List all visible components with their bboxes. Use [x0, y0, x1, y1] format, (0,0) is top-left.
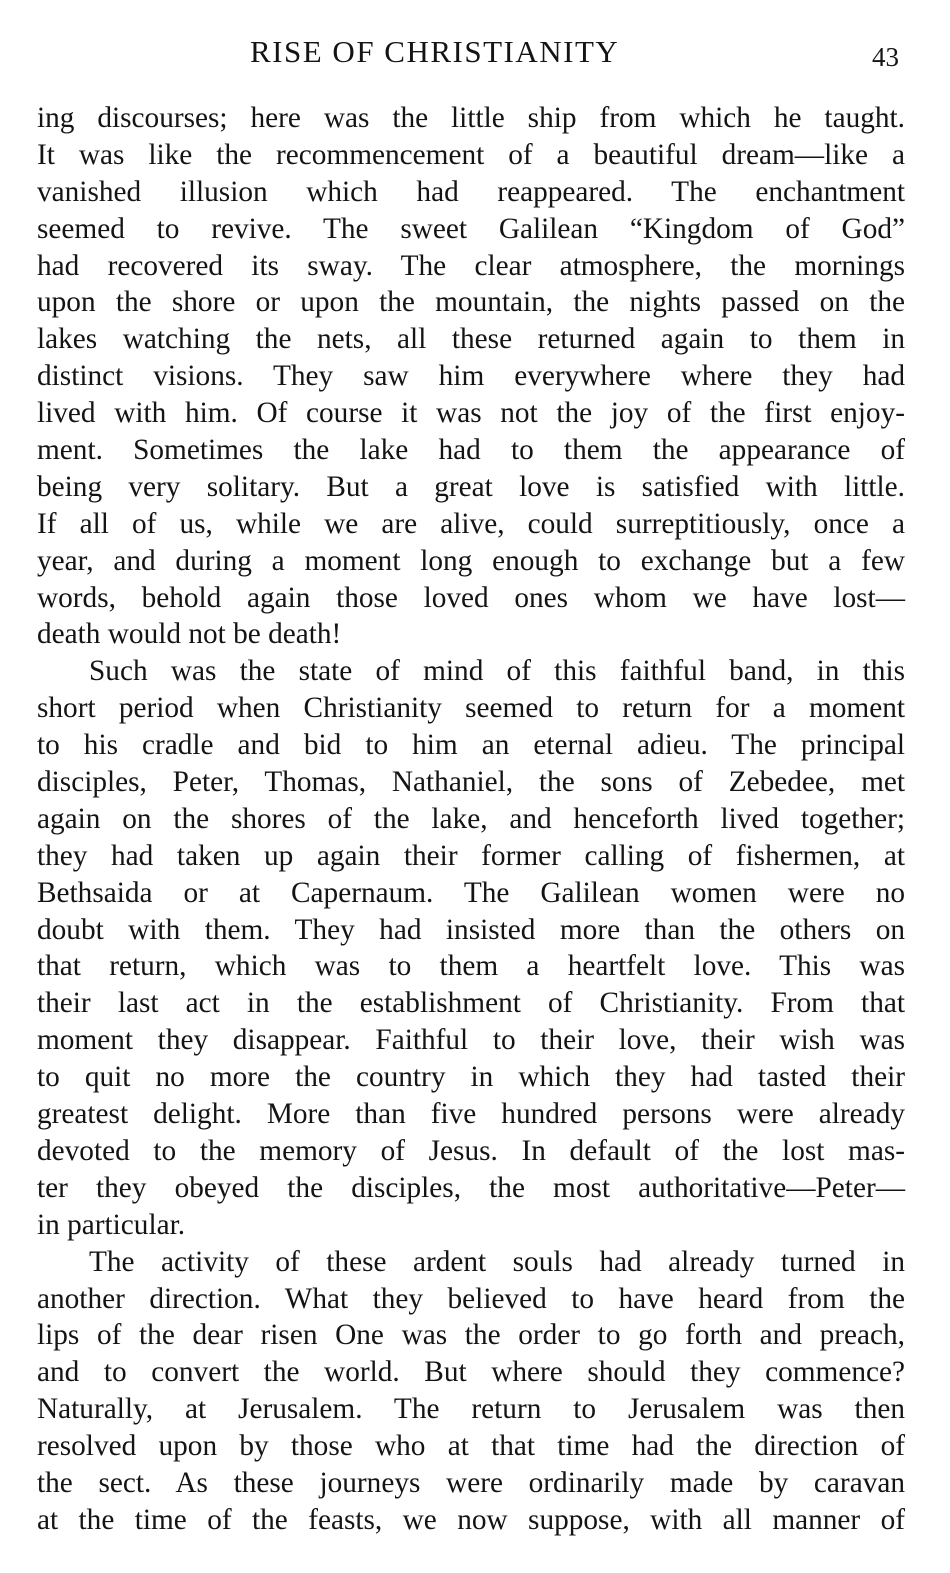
text-line: short period when Christianity seemed to return for a moment — [37, 692, 905, 725]
text-line: upon the shore or upon the mountain, the nights passed on the — [37, 286, 905, 319]
text-line: disciples, Peter, Thomas, Nathaniel, the sons of Zebedee, met — [37, 766, 905, 799]
text-line: at the time of the feasts, we now suppose, with all manner of — [37, 1503, 905, 1536]
text-line: lived with him. Of course it was not the joy of the first enjoy- — [37, 397, 905, 430]
text-line: devoted to the memory of Jesus. In default of the lost mas- — [37, 1134, 905, 1167]
text-line: seemed to revive. The sweet Galilean “Kingdom of God” — [37, 212, 905, 245]
text-line: moment they disappear. Faithful to their love, their wish was — [37, 1024, 905, 1057]
text-line: death would not be death! — [37, 618, 342, 651]
text-line: Naturally, at Jerusalem. The return to Jerusalem was then — [37, 1393, 905, 1426]
body-text — [37, 100, 905, 1539]
text-line: words, behold again those loved ones whom we have lost— — [37, 581, 905, 614]
text-line: ter they obeyed the disciples, the most authoritative—Peter— — [37, 1171, 905, 1204]
text-line: ing discourses; here was the little ship from which he taught. — [37, 102, 905, 134]
running-title: RISE OF CHRISTIANITY — [250, 34, 620, 69]
text-line: year, and during a moment long enough to exchange but a few — [37, 544, 905, 577]
text-line: lips of the dear risen One was the order to go forth and preach, — [37, 1319, 905, 1352]
text-line: that return, which was to them a heartfelt love. This was — [37, 950, 905, 983]
text-line: vanished illusion which had reappeared. The enchantment — [37, 175, 905, 208]
paragraph — [37, 100, 905, 653]
paragraph — [37, 653, 905, 1243]
text-line: the sect. As these journeys were ordinarily made by caravan — [37, 1466, 905, 1499]
text-line: to quit no more the country in which they had tasted their — [37, 1061, 905, 1094]
text-line: The activity of these ardent souls had already turned in — [89, 1245, 905, 1278]
text-line: to his cradle and bid to him an eternal adieu. The principal — [37, 729, 905, 762]
text-line: in particular. — [37, 1208, 186, 1241]
paragraph — [37, 1244, 905, 1539]
text-line: doubt with them. They had insisted more than the others on — [37, 913, 905, 946]
text-line: their last act in the establishment of Christianity. From that — [37, 987, 905, 1020]
page-number: 43 — [872, 42, 899, 72]
text-line: ment. Sometimes the lake had to them the appearance of — [37, 434, 905, 467]
text-line: being very solitary. But a great love is satisfied with little. — [37, 470, 905, 503]
text-line: they had taken up again their former calling of fishermen, at — [37, 839, 905, 872]
text-line: and to convert the world. But where should they commence? — [37, 1356, 905, 1389]
text-line: again on the shores of the lake, and henceforth lived together; — [37, 802, 905, 835]
text-line: It was like the recommencement of a beautiful dream—like a — [37, 138, 905, 171]
text-line: another direction. What they believed to have heard from the — [37, 1282, 905, 1315]
text-line: lakes watching the nets, all these returned again to them in — [37, 323, 905, 356]
text-line: Bethsaida or at Capernaum. The Galilean women were no — [37, 876, 905, 909]
running-header — [0, 30, 950, 80]
text-line: greatest delight. More than five hundred persons were already — [37, 1098, 905, 1131]
text-line: had recovered its sway. The clear atmosphere, the mornings — [37, 249, 905, 282]
text-line: If all of us, while we are alive, could surreptitiously, once a — [37, 507, 905, 540]
text-line: Such was the state of mind of this faithful band, in this — [89, 655, 905, 688]
text-line: distinct visions. They saw him everywhere where they had — [37, 360, 905, 393]
text-line: resolved upon by those who at that time had the direction of — [37, 1430, 905, 1463]
